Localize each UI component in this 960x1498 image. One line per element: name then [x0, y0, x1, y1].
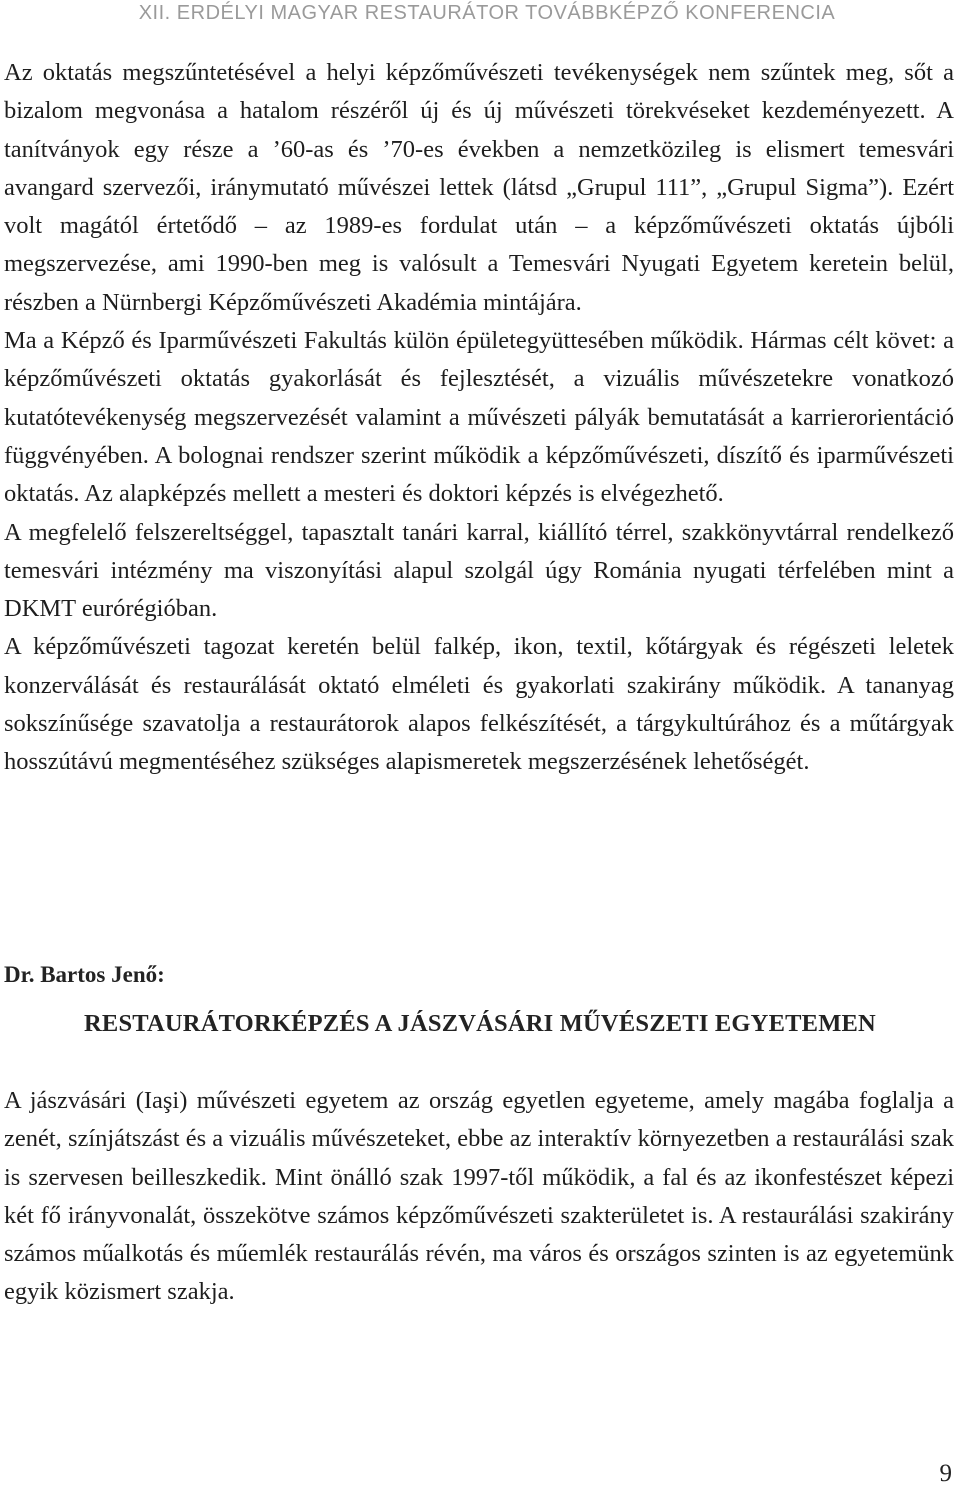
paragraph: A képzőművészeti tagozat keretén belül falkép, ikon, textil, kőtárgyak és régészeti leletek konzerválását és restaurálását oktató elméleti és gyakorlati szakirány működik. A tananyag sokszínűsége szavatolja a restaurátorok alapos felkészítését, a tárgykultúrához és a műtárgyak hosszútávú megmentéséhez szükséges alapismeretek megszerzésének lehetőségét.: [4, 633, 954, 776]
top-text-block: [4, 54, 954, 782]
paragraph: A megfelelő felszereltséggel, tapasztalt tanári karral, kiállító térrel, szakkönyvtárral rendelkező temesvári intézmény ma viszonyítási alapul szolgál úgy Románia nyugati térfelében mint a DKMT eurórégióban.: [4, 518, 954, 623]
paragraph: Az oktatás megszűntetésével a helyi képzőművészeti tevékenységek nem szűntek meg, sőt a bizalom megvonása a hatalom részéről új és új művészeti törekvéseket kezdeményezett. A tanítványok egy része a ’60-as és ’70-es években a nemzetközileg is elismert temesvári avangard szervezői, iránymutató művészei lettek (látsd „Grupul 111”, „Grupul Sigma”). Ezért volt magától értetődő – az 1989-es fordulat után – a képzőművészeti oktatás újbóli megszervezése, ami 1990-ben meg is valósult a Temesvári Nyugati Egyetem keretein belül, részben a Nürnbergi Képzőművészeti Akadémia mintájára.: [4, 59, 954, 316]
article-title: RESTAURÁTORKÉPZÉS A JÁSZVÁSÁRI MŰVÉSZETI EGYETEMEN: [84, 1010, 876, 1037]
running-header: XII. ERDÉLYI MAGYAR RESTAURÁTOR TOVÁBBKÉPZŐ KONFERENCIA: [138, 2, 836, 24]
paragraph: A jászvásári (Iaşi) művészeti egyetem az ország egyetlen egyeteme, amely magába foglalja a zenét, színjátszást és a vizuális művészeteket, ebbe az interaktív környezetben a restaurálási szak is szervesen beilleszkedik. Mint önálló szak 1997-től működik, a fal és az ikonfestészet képezi két fő irányvonalát, összekötve számos képzőművészeti szakterületet is. A restaurálási szakirány számos műalkotás és műemlék restaurálás révén, ma város és országos szinten is az egyetemünk egyik közismert szakja.: [4, 1087, 954, 1306]
article-author: Dr. Bartos Jenő:: [4, 962, 165, 987]
paragraph: Ma a Képző és Iparművészeti Fakultás külön épületegyüttesében működik. Hármas célt követ: a képzőművészeti oktatás gyakorlását és fejlesztését, a vizuális művészetekre vonatkozó kutatótevékenység megszervezését valamint a művészeti pályák bemutatását a karrierorientáció függvényében. A bolognai rendszer szerint működik a képzőművészeti, díszítő és iparművészeti oktatás. Az alapképzés mellett a mesteri és doktori képzés is elvégezhető.: [4, 327, 954, 508]
article-text-block: [4, 1082, 954, 1312]
page-number: 9: [939, 1460, 952, 1487]
